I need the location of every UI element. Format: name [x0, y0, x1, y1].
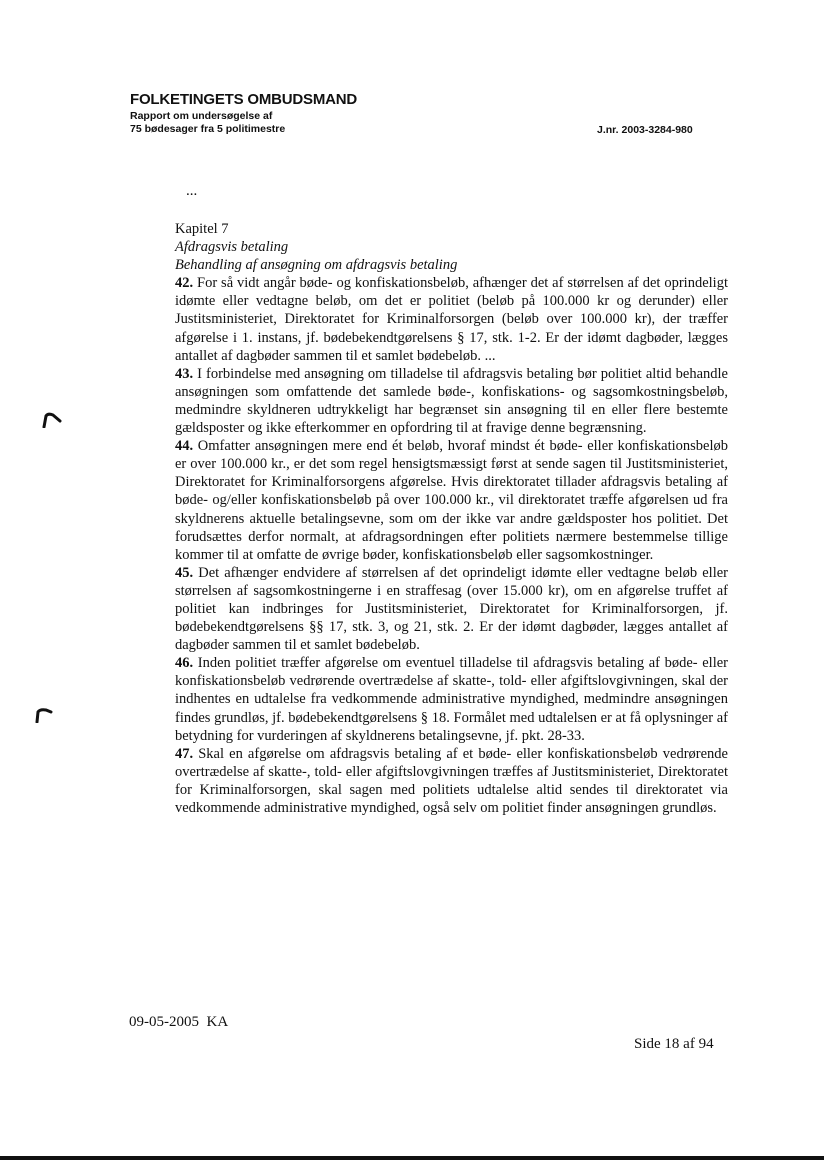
paragraph-text: I forbindelse med ansøgning om tilladelse til afdragsvis betaling bør politiet altid behandle ansøgningen som omfattende det samlede bøde-, konfiskations- og sagsomkostningsbeløb, medmindre skyldneren udtrykkeligt har begrænset sin ansøgning til en eller flere bestemte gældsposter og ikke efterkommer en opfordring til at fravige denne begrænsning. — [175, 365, 728, 437]
paragraph-45 — [175, 564, 728, 654]
margin-mark-icon — [34, 707, 54, 723]
paragraph-text: For så vidt angår bøde- og konfiskationsbeløb, afhænger det af størrelsen af det oprindeligt idømte eller vedtagne beløb, om det er politiet (beløb på 100.000 kr og derunder) eller Justitsministeriet, Direktoratet for Kriminalforsorgen (beløb over 100.000 kr), der træffer afgørelse i 1. instans, jf. bødebekendtgørelsens § 17, stk. 1-2. Er der idømt dagbøder, lægges antallet af dagbøder sammen til et samlet bødebeløb. ... — [175, 275, 728, 364]
header-subtitle-line2: 75 bødesager fra 5 politimestre — [130, 123, 286, 135]
journal-number: J.nr. 2003-3284-980 — [597, 124, 693, 136]
margin-mark-icon — [42, 412, 62, 428]
paragraph-text: Omfatter ansøgningen mere end ét beløb, hvoraf mindst ét bøde- eller konfiskationsbeløb er over 100.000 kr., er det som regel hensigtsmæssigt først at sende sagen til Justitsministeriet, Direktoratet for Kriminalforsorgens afgørelse. Hvis direktoratet tillader afdragsvis betaling af bøde- og/eller konfiskationsbeløb på over 100.000 kr., vil direktoratet træffe afgørelsen ud fra skyldnerens aktuelle betalingsevne, som om der ikke var andre gældsposter hos politiet. Det forudsættes derfor normalt, at afdragsordningen efter politiets nærmere bestemmelse tillige kommer til at omfatte de øvrige bøder, konfiskationsbeløb eller sagsomkostninger. — [175, 438, 728, 563]
section-title: Afdragsvis betaling — [175, 239, 289, 256]
paragraph-number: 43. — [175, 365, 194, 382]
paragraph-42 — [175, 274, 728, 364]
footer-date: 09-05-2005 KA — [129, 1014, 229, 1030]
paragraph-number: 44. — [175, 438, 194, 455]
paragraph-number: 47. — [175, 745, 194, 762]
paragraph-text: Inden politiet træffer afgørelse om eventuel tilladelse til afdragsvis betaling af bøde- eller konfiskationsbeløb vedrørende overtrædelse af skatte-, told- eller afgiftslovgivningen, skal der indhentes en udtalelse fra vedkommende administrative myndighed, medmindre ansøgningen findes grundløs, jf. bødebekendtgørelsens § 18. Formålet med udtalelsen er at få oplysninger af betydning for vurderingen af skyldnerens betalingsevne, jf. pkt. 28-33. — [175, 655, 728, 744]
header-subtitle-line1: Rapport om undersøgelse af — [130, 110, 273, 122]
paragraph-46 — [175, 654, 728, 744]
paragraph-number: 45. — [175, 564, 194, 581]
paragraph-number: 46. — [175, 655, 194, 672]
paragraph-text: Det afhænger endvidere af størrelsen af det oprindeligt idømte eller vedtagne beløb eller størrelsen af sagsomkostningerne i en straffesag (over 15.000 kr), om en afgørelse truffet af politiet kan indbringes for Justitsministeriet, Direktoratet for Kriminalforsorgen, jf. bødebekendtgørelsens §§ 17, stk. 3, og 21, stk. 2. Er der idømt dagbøder, lægges antallet af dagbøder sammen til et samlet bødebeløb. — [175, 564, 728, 654]
paragraph-47 — [175, 745, 728, 817]
page-number: Side 18 af 94 — [634, 1036, 714, 1052]
paragraph-43 — [175, 365, 728, 437]
chapter-heading: Kapitel 7 — [175, 221, 229, 237]
paragraph-44 — [175, 437, 728, 564]
bottom-rule — [0, 1156, 824, 1160]
paragraph-number: 42. — [175, 275, 194, 292]
document-body — [175, 220, 728, 817]
paragraph-text: Skal en afgørelse om afdragsvis betaling af et bøde- eller konfiskationsbeløb vedrørende overtrædelse af skatte-, told- eller afgiftslovgivningen træffes af Justitsministeriet, Direktoratet for Kriminalforsorgen, skal sagen med politiets udtalelse altid sendes til direktoratet via vedkommende administrative myndighed, også selv om politiet finder ansøgningen grundløs. — [175, 745, 728, 816]
ellipsis: ... — [186, 183, 198, 199]
subsection-title: Behandling af ansøgning om afdragsvis betaling — [175, 257, 458, 274]
header-title: FOLKETINGETS OMBUDSMAND — [130, 91, 358, 108]
